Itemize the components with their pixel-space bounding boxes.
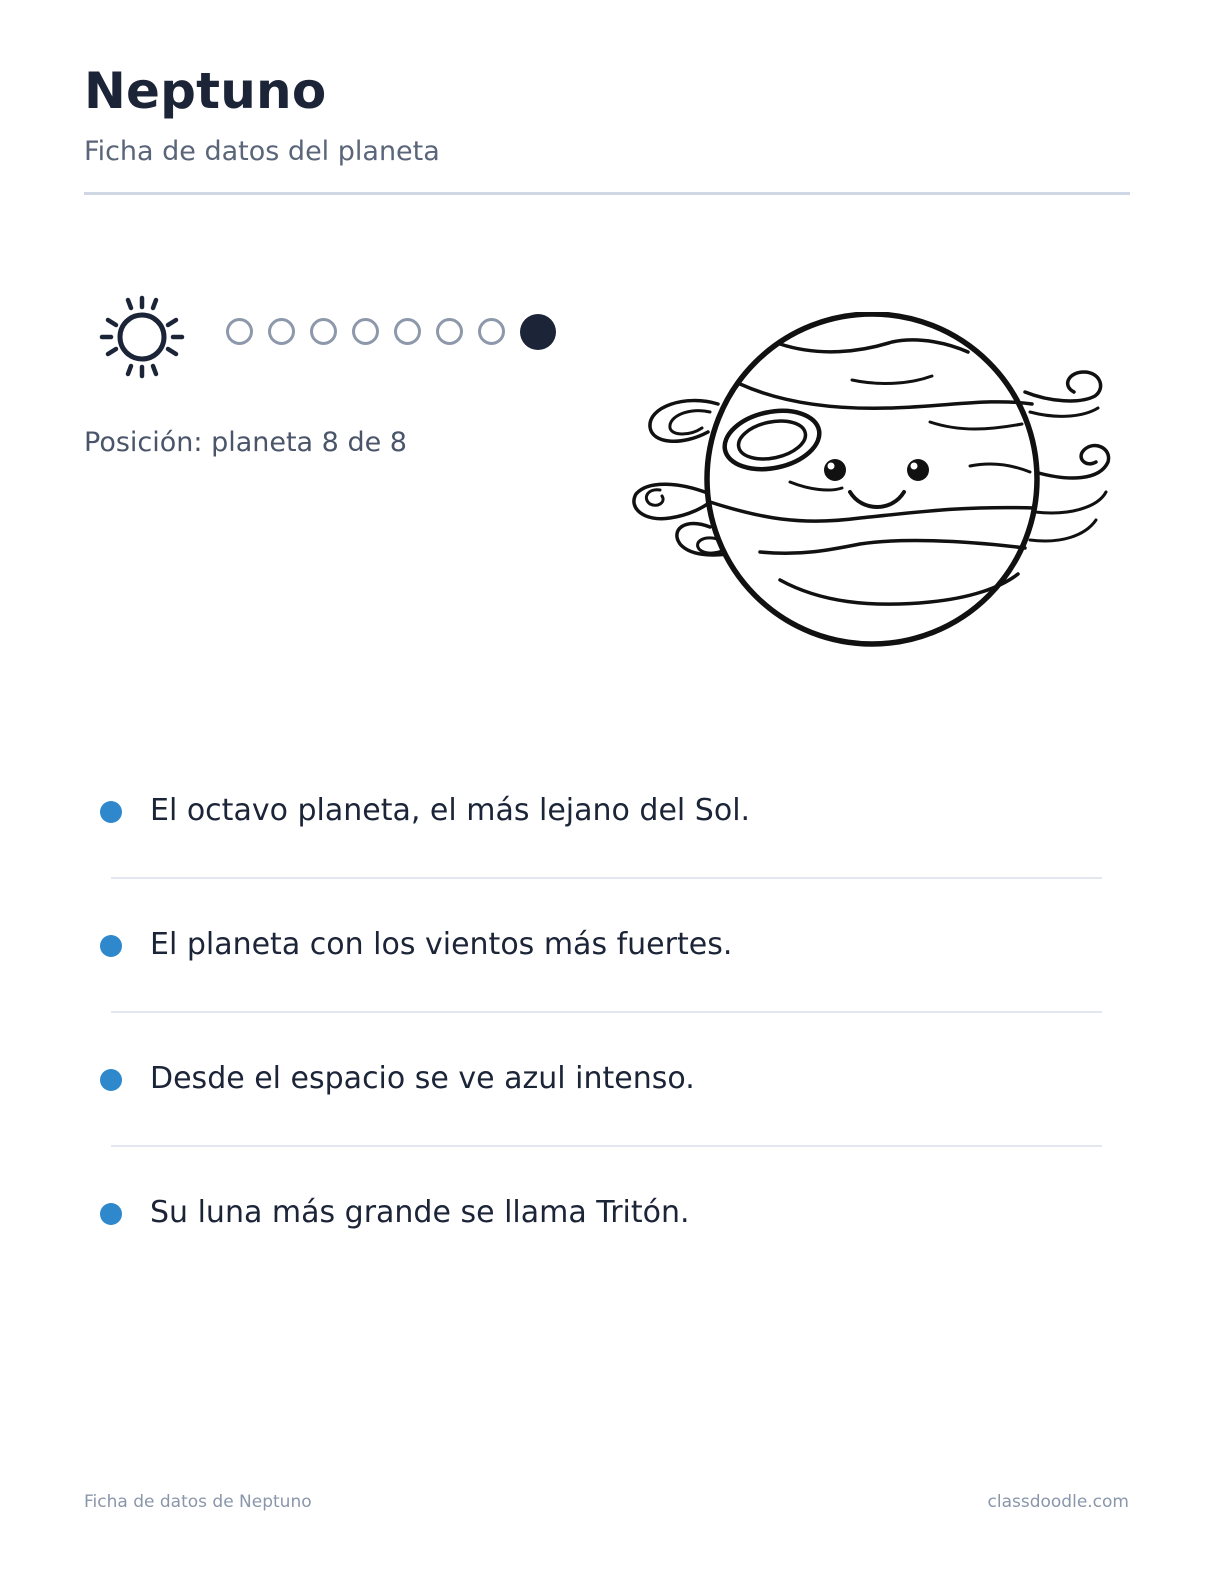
- position-dot: [226, 318, 253, 345]
- position-dot: [352, 318, 379, 345]
- fact-text: El planeta con los vientos más fuertes.: [150, 927, 733, 962]
- fact-text: El octavo planeta, el más lejano del Sol.: [150, 793, 751, 828]
- position-dot: [268, 318, 295, 345]
- bullet-dot-icon: [100, 1069, 122, 1091]
- header-divider: [84, 192, 1130, 195]
- fact-text: Su luna más grande se llama Tritón.: [150, 1195, 690, 1230]
- fact-text: Desde el espacio se ve azul intenso.: [150, 1061, 695, 1096]
- bullet-dot-icon: [100, 801, 122, 823]
- bullet-dot-icon: [100, 935, 122, 957]
- position-label: Posición: planeta 8 de 8: [84, 427, 407, 458]
- fact-item: [100, 877, 1102, 1011]
- position-dot-current: [520, 314, 556, 350]
- position-dot: [310, 318, 337, 345]
- footer-title: Ficha de datos de Neptuno: [84, 1492, 312, 1512]
- bullet-dot-icon: [100, 1203, 122, 1225]
- page-title: Neptuno: [84, 62, 327, 120]
- position-dot: [478, 318, 505, 345]
- page-subtitle: Ficha de datos del planeta: [84, 136, 440, 167]
- neptune-cartoon-illustration: [630, 312, 1115, 647]
- fact-item: [100, 1145, 1102, 1279]
- planet-position-indicator: [226, 318, 556, 350]
- header: [84, 58, 1130, 170]
- fact-item: [100, 743, 1102, 877]
- position-dot: [436, 318, 463, 345]
- facts-list: [100, 743, 1102, 1279]
- fact-item: [100, 1011, 1102, 1145]
- position-dot: [394, 318, 421, 345]
- sun-icon: [98, 295, 186, 379]
- footer-site: classdoodle.com: [987, 1492, 1129, 1512]
